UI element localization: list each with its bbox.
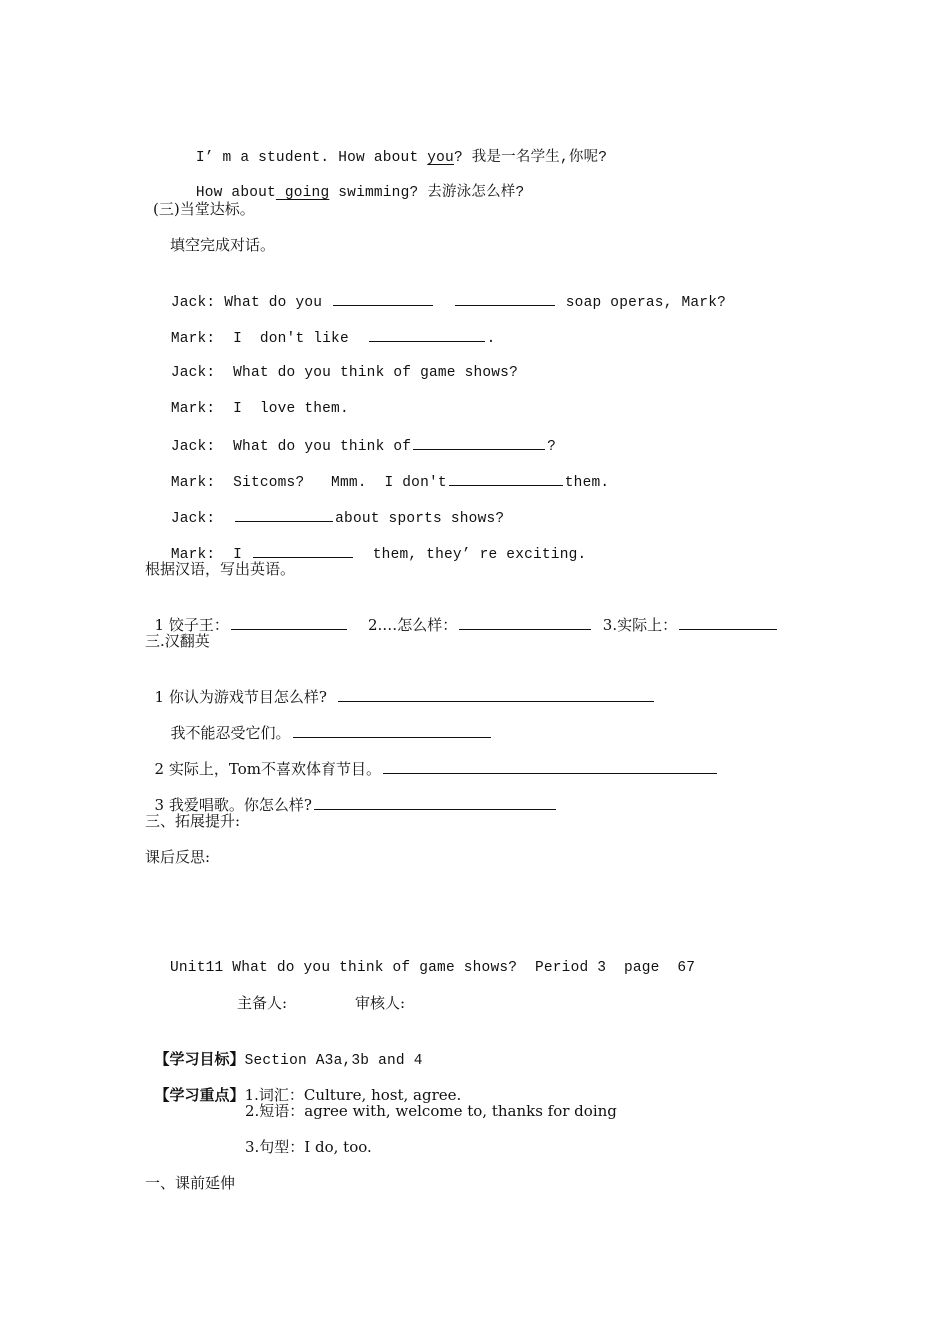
answer-blank[interactable] bbox=[413, 435, 545, 450]
preparer-label: 主备人: bbox=[237, 994, 288, 1012]
answer-blank[interactable] bbox=[231, 615, 347, 630]
answer-blank[interactable] bbox=[235, 507, 333, 522]
answer-blank[interactable] bbox=[459, 615, 591, 630]
reviewer-label: 审核人: bbox=[355, 994, 406, 1012]
reflect-heading: 课后反思: bbox=[145, 848, 211, 866]
answer-blank[interactable] bbox=[383, 759, 717, 774]
question-text: 我不能忍受它们。 bbox=[170, 724, 291, 742]
line-text: I don't like bbox=[233, 331, 349, 347]
answer-blank[interactable] bbox=[314, 795, 556, 810]
speaker: Mark: bbox=[170, 331, 216, 347]
answer-blank[interactable] bbox=[253, 543, 353, 558]
focus-item-3: 3.句型：I do, too. bbox=[245, 1138, 372, 1156]
example-text: ? 我是一名学生,你呢? bbox=[453, 150, 608, 166]
line-text: Sitcoms? Mmm. I don't bbox=[233, 475, 447, 491]
line-text: . bbox=[486, 331, 496, 347]
line-text: them. bbox=[564, 475, 610, 491]
line-text: I love them. bbox=[233, 401, 349, 417]
speaker: Mark: bbox=[170, 401, 216, 417]
answer-blank[interactable] bbox=[679, 615, 777, 630]
goal-text: Section A3a,3b and 4 bbox=[244, 1053, 423, 1069]
focus-item: 1.词汇：Culture, host, agree. bbox=[244, 1086, 462, 1104]
answer-blank[interactable] bbox=[333, 291, 433, 306]
answer-blank[interactable] bbox=[449, 471, 563, 486]
learning-focus bbox=[145, 1065, 461, 1105]
speaker: Jack: bbox=[170, 511, 216, 527]
vocab-title: 根据汉语，写出英语。 bbox=[145, 560, 296, 578]
line-text: What do you think of bbox=[233, 439, 412, 455]
speaker: Mark: bbox=[170, 547, 216, 563]
translate-q3 bbox=[145, 775, 558, 815]
example-text: How about bbox=[195, 185, 276, 201]
question-text: 2 实际上，Tom不喜欢体育节目。 bbox=[154, 760, 381, 778]
example-text: I’ m a student. How about bbox=[195, 150, 428, 166]
line-text: What do you bbox=[224, 295, 323, 311]
line-text: about sports shows? bbox=[335, 511, 505, 527]
speaker: Mark: bbox=[170, 475, 216, 491]
focus-item-2: 2.短语：agree with, welcome to, thanks for doing bbox=[245, 1102, 617, 1120]
answer-blank[interactable] bbox=[455, 291, 555, 306]
example-sentence-1 bbox=[178, 128, 607, 168]
answer-blank[interactable] bbox=[293, 723, 491, 738]
section-heading-preclass: 一、课前延伸 bbox=[145, 1174, 236, 1192]
focus-label: 【学习重点】 bbox=[154, 1086, 245, 1104]
section-heading-practice: (三)当堂达标。 bbox=[153, 200, 255, 218]
dialogue-line-4 bbox=[153, 379, 349, 419]
goal-label: 【学习目标】 bbox=[154, 1050, 245, 1068]
line-text: What do you think of game shows? bbox=[233, 365, 518, 381]
example-sentence-2 bbox=[178, 163, 524, 203]
vocab-item: 1 饺子王： bbox=[154, 616, 229, 634]
example-text: swimming? 去游泳怎么样? bbox=[329, 185, 525, 201]
translate-title: 三.汉翻英 bbox=[145, 632, 210, 650]
line-text: soap operas, Mark? bbox=[565, 295, 727, 311]
question-text: 1 你认为游戏节目怎么样? bbox=[154, 688, 327, 706]
extend-heading: 三、拓展提升: bbox=[145, 812, 241, 830]
example-underlined: going bbox=[275, 185, 330, 201]
line-text: ? bbox=[547, 439, 557, 455]
example-underlined: you bbox=[427, 150, 454, 166]
question-text: 3 我爱唱歌。你怎么样? bbox=[154, 796, 312, 814]
speaker: Jack: bbox=[170, 365, 216, 381]
dialogue-line-3 bbox=[153, 343, 518, 383]
translate-q1b bbox=[161, 703, 493, 743]
vocab-items bbox=[145, 595, 779, 635]
line-text: I bbox=[233, 547, 243, 563]
answer-blank[interactable] bbox=[369, 327, 485, 342]
unit-title: Unit11 What do you think of game shows? Period 3 page 67 bbox=[170, 960, 696, 976]
speaker: Jack: bbox=[170, 439, 216, 455]
speaker: Jack: bbox=[170, 295, 216, 311]
line-text: them, they’ re exciting. bbox=[372, 547, 587, 563]
instruction: 填空完成对话。 bbox=[170, 236, 276, 254]
translate-q2 bbox=[145, 739, 719, 779]
translate-q1 bbox=[145, 667, 656, 707]
vocab-item: 3.实际上： bbox=[602, 616, 678, 634]
answer-blank[interactable] bbox=[338, 687, 654, 702]
vocab-item: 2.…怎么样： bbox=[367, 616, 458, 634]
